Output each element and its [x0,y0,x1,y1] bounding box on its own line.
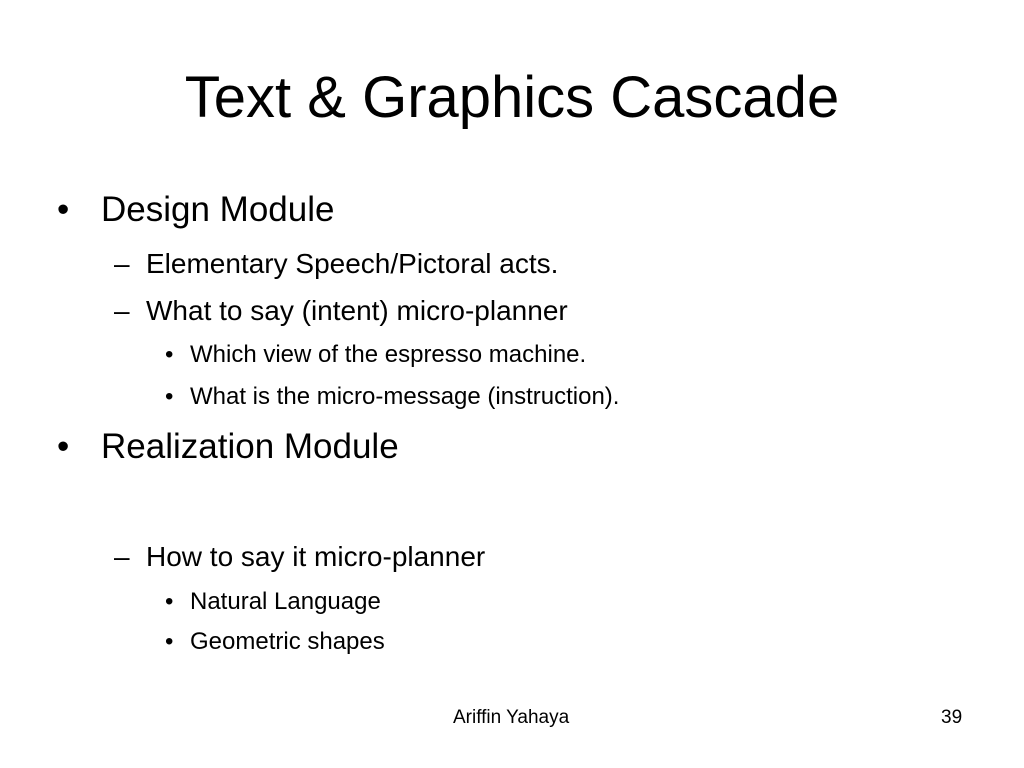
dash-marker: – [114,295,130,326]
bullet-text: Design Module [101,190,335,229]
bullet-marker: • [57,190,70,229]
dash-marker: – [114,541,130,572]
subsubbullet-text: Which view of the espresso machine. [190,341,587,368]
bullet-marker: • [165,383,174,410]
bullet-marker: • [165,341,174,368]
footer-page-number: 39 [941,707,963,728]
bullet-marker: • [165,628,174,655]
dash-marker: – [114,248,130,279]
bullet-marker: • [165,588,174,615]
bullet-text: Realization Module [101,427,399,466]
subsubbullet-text: Natural Language [190,588,381,615]
subbullet-text: What to say (intent) micro-planner [146,295,568,326]
footer-author: Ariffin Yahaya [453,707,570,728]
subbullet-text: Elementary Speech/Pictoral acts. [146,248,559,279]
subsubbullet-text: What is the micro-message (instruction). [190,383,620,410]
subbullet-text: How to say it micro-planner [146,541,486,572]
bullet-marker: • [57,427,70,466]
slide-title: Text & Graphics Cascade [184,65,840,130]
subsubbullet-text: Geometric shapes [190,628,385,655]
